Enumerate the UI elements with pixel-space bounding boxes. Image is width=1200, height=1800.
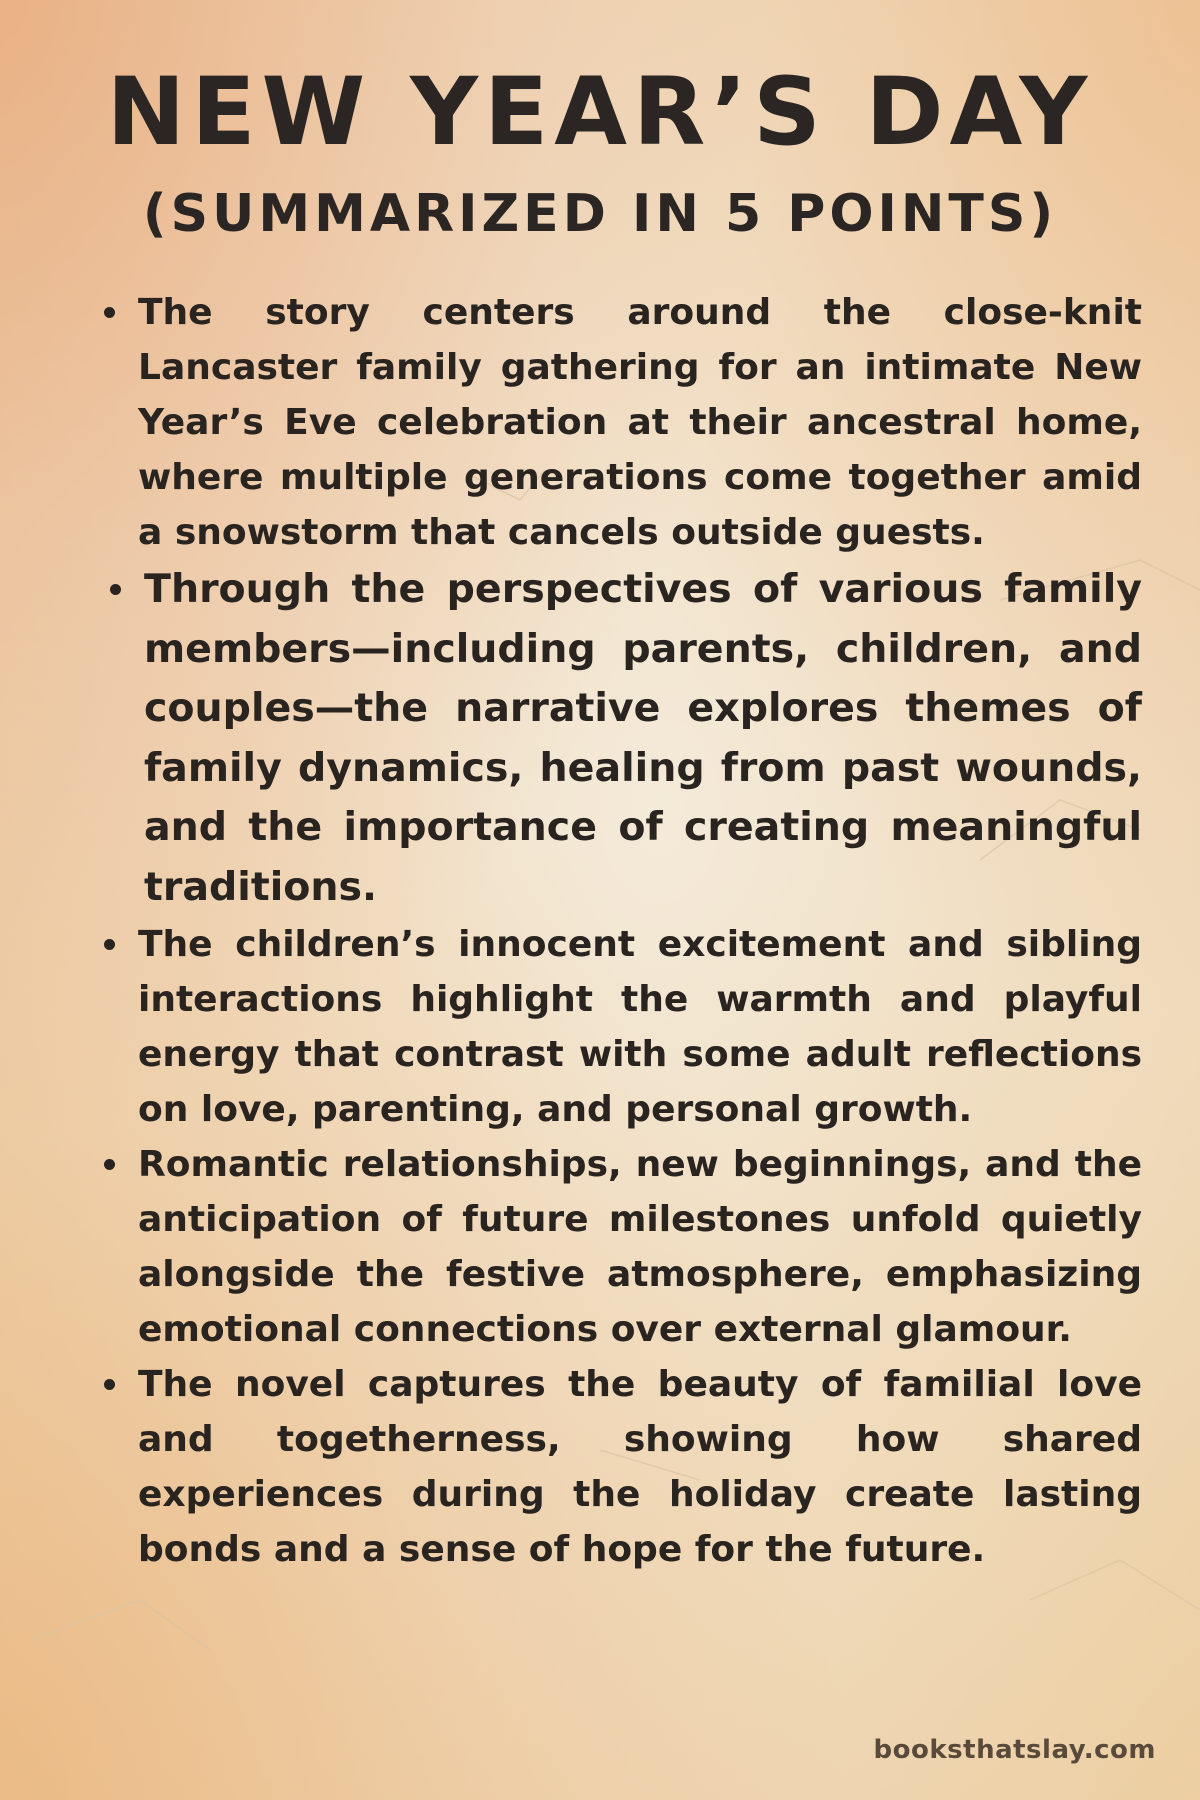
bullet-icon [104,1379,115,1390]
summary-point-text: Through the perspectives of various family members—including parents, children, and couples—the narrative explores themes of family dynamics, healing from past wounds, and the importance of creating meaningful traditions. [144,566,1142,910]
bullet-icon [104,307,115,318]
summary-point-3 [98,917,1142,1137]
page-subtitle: (SUMMARIZED IN 5 POINTS) [142,184,1058,244]
bullet-icon [110,584,121,595]
summary-point-5 [98,1357,1142,1577]
summary-point-text: The novel captures the beauty of familial love and togetherness, showing how shared experiences during the holiday create lasting bonds and a sense of hope for the future. [138,1364,1142,1570]
summary-point-text: Romantic relationships, new beginnings, and the anticipation of future milestones unfold quietly alongside the festive atmosphere, emphasizing emotional connections over external glamour. [138,1144,1142,1350]
summary-point-2 [98,560,1142,917]
summary-point-text: The children’s innocent excitement and sibling interactions highlight the warmth and playful energy that contrast with some adult reflections on love, parenting, and personal growth. [138,924,1142,1130]
bullet-icon [104,939,115,950]
summary-point-1 [98,285,1142,560]
summary-points-list [98,285,1142,1577]
bullet-icon [104,1159,115,1170]
summary-point-4 [98,1137,1142,1357]
summary-point-text: The story centers around the close-knit Lancaster family gathering for an intimate New Year’s Eve celebration at their ancestral home, where multiple generations come together amid a snowstorm that cancels outside guests. [138,292,1142,553]
site-watermark: booksthatslay.com [873,1735,1156,1765]
page-title: NEW YEAR’S DAY [106,58,1094,167]
